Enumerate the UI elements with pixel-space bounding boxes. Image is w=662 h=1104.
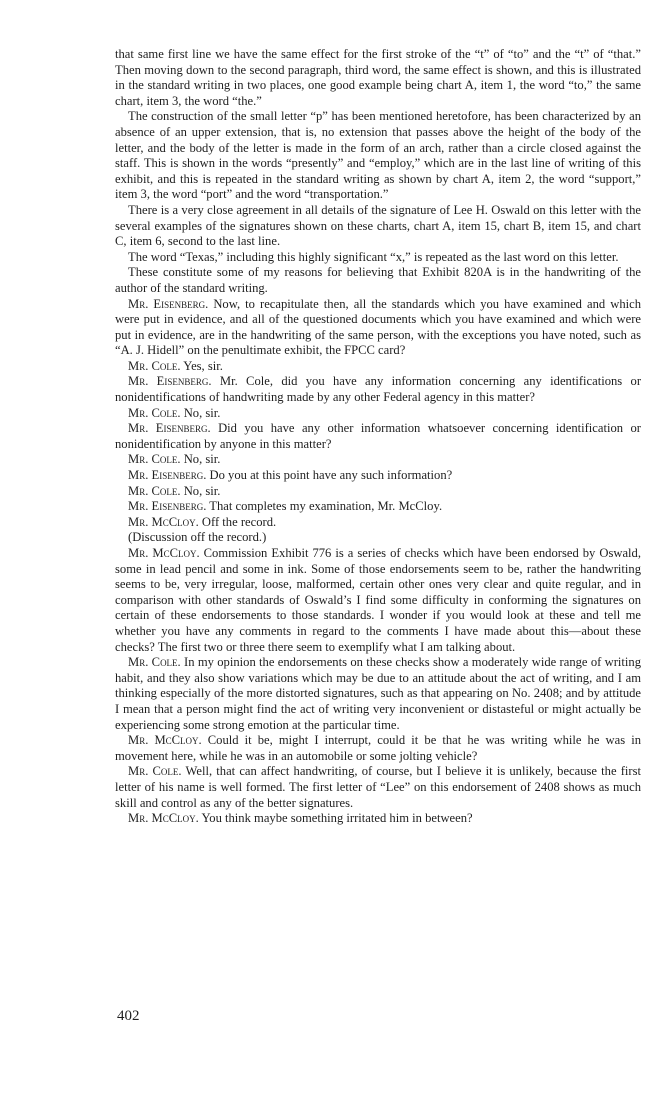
speaker-label: Mr. Eisenberg.: [128, 421, 211, 436]
speaker-label: Mr. Eisenberg.: [128, 296, 209, 311]
paragraph: [115, 265, 641, 296]
paragraph: [115, 811, 641, 827]
speaker-label: Mr. Eisenberg.: [128, 468, 207, 483]
paragraph: [115, 406, 641, 422]
paragraph-text: No, sir.: [183, 405, 221, 420]
paragraph: [115, 468, 641, 484]
paragraph-text: Could it be, might I interrupt, could it be that he was writing while he was in movement here, while he was in an automobile or some jolting vehicle?: [115, 733, 641, 763]
paragraph-text: These constitute some of my reasons for believing that Exhibit 820A is in the handwriting of the author of the standard writing.: [115, 265, 641, 295]
paragraph: [115, 374, 641, 405]
speaker-label: Mr. McCloy.: [128, 514, 199, 529]
speaker-label: Mr. Cole.: [128, 358, 181, 373]
paragraph-text: You think maybe something irritated him in between?: [201, 811, 473, 826]
paragraph: [115, 484, 641, 500]
speaker-label: Mr. Cole.: [128, 483, 181, 498]
paragraph-text: Yes, sir.: [183, 358, 223, 373]
paragraph-text: Off the record.: [201, 514, 277, 529]
paragraph: [115, 655, 641, 733]
paragraph-text: No, sir.: [183, 483, 221, 498]
paragraph: [115, 297, 641, 359]
paragraph-text: Well, that can affect handwriting, of course, but I believe it is unlikely, because the first letter of his name is well formed. The first letter of “Lee” on this endorsement of 2408 shows as much skill and control as any of the better signatures.: [115, 764, 641, 810]
paragraph: [115, 250, 641, 266]
paragraph-text: There is a very close agreement in all details of the signature of Lee H. Oswald on this letter with the several examples of the signatures shown on these charts, chart A, item 15, chart B, item 15, and chart C, item 6, second to the last line.: [115, 202, 641, 249]
paragraph: [115, 530, 641, 546]
paragraph-text: Do you at this point have any such information?: [209, 468, 453, 483]
paragraph: [115, 764, 641, 811]
paragraph-text: Did you have any other information whatsoever concerning identification or nonidentification by anyone in this matter?: [115, 421, 641, 451]
paragraph-text: The word “Texas,” including this highly significant “x,” is repeated as the last word on this letter.: [128, 249, 619, 264]
paragraph: [115, 546, 641, 655]
paragraph: [115, 203, 641, 250]
paragraph-text: Mr. Cole, did you have any information concerning any identifications or nonidentifications of handwriting made by any other Federal agency in this matter?: [115, 374, 642, 405]
speaker-label: Mr. McCloy.: [128, 811, 199, 826]
paragraph-text: The construction of the small letter “p” has been mentioned heretofore, has been characterized by an absence of an upper extension, that is, no extension that passes above the height of the body of the letter, and the body of the letter is made in the form of an arch, rather than a circle closed against the staff. This is shown in the words “presently” and “employ,” which are in the last line of writing of this exhibit, and this is repeated in the standard writing as shown by chart A, item 2, the word “support,” item 3, the word “port” and the word “transportation.”: [115, 109, 641, 202]
paragraph-text: No, sir.: [183, 452, 221, 467]
speaker-label: Mr. Cole.: [128, 655, 181, 670]
paragraph: [115, 421, 641, 452]
paragraph: [115, 47, 641, 109]
speaker-label: Mr. McCloy.: [128, 733, 202, 748]
paragraph: [115, 515, 641, 531]
paragraph: [115, 359, 641, 375]
page-number: 402: [117, 1008, 140, 1024]
speaker-label: Mr. Cole.: [128, 405, 181, 420]
speaker-label: Mr. McCloy.: [128, 546, 200, 560]
paragraph-text: That completes my examination, Mr. McCloy.: [209, 499, 443, 514]
paragraph-text: Now, to recapitulate then, all the standards which you have examined and which were put in evidence, and all of the questioned documents which you have examined and which were put in evidence, are in the handwriting of the same person, with the exceptions you have noted, such as “A. J. Hidell” on the penultimate exhibit, the FPCC card?: [115, 296, 641, 358]
speaker-label: Mr. Eisenberg.: [128, 499, 207, 514]
paragraph-text: (Discussion off the record.): [128, 530, 267, 545]
paragraph: [115, 452, 641, 468]
paragraph: [115, 733, 641, 764]
paragraph-text: Commission Exhibit 776 is a series of checks which have been endorsed by Oswald, some in lead pencil and some in ink. Some of those endorsements seem to be, rather the handwriting seems to be, very irregular, loose, malformed, certain other ones very clear and quite regular, and in comparison with other standards of Oswald’s I find some difficulty in conforming the signatures on certain of these endorsements to those standards. I wonder if you would look at these and tell me whether you have any comments in regard to the comments I have made about this—about these checks? The first two or three there seem to exemplify what I am talking about.: [115, 546, 641, 654]
paragraph: [115, 499, 641, 515]
paragraph-text: In my opinion the endorsements on these checks show a moderately wide range of writing habit, and they also show variations which may be due to an attitude about the act of writing, and I am thinking especially of the more distorted signatures, such as that appearing on No. 2408; and by attitude I mean that a person might find the act of writing very inconvenient or distasteful or might actually be experiencing some strong emotion at the particular time.: [115, 655, 642, 732]
speaker-label: Mr. Cole.: [128, 764, 182, 779]
speaker-label: Mr. Eisenberg.: [128, 374, 212, 389]
paragraph-text: that same first line we have the same effect for the first stroke of the “t” of “to” and the “t” of “that.” Then moving down to the second paragraph, third word, the same effect is shown, and this is illustrated in the standard writing in two places, one good example being chart A, item 1, the word “to,” the same chart, item 3, the word “the.”: [115, 47, 641, 108]
speaker-label: Mr. Cole.: [128, 452, 181, 467]
paragraph: [115, 109, 641, 203]
transcript-body: [115, 47, 641, 827]
